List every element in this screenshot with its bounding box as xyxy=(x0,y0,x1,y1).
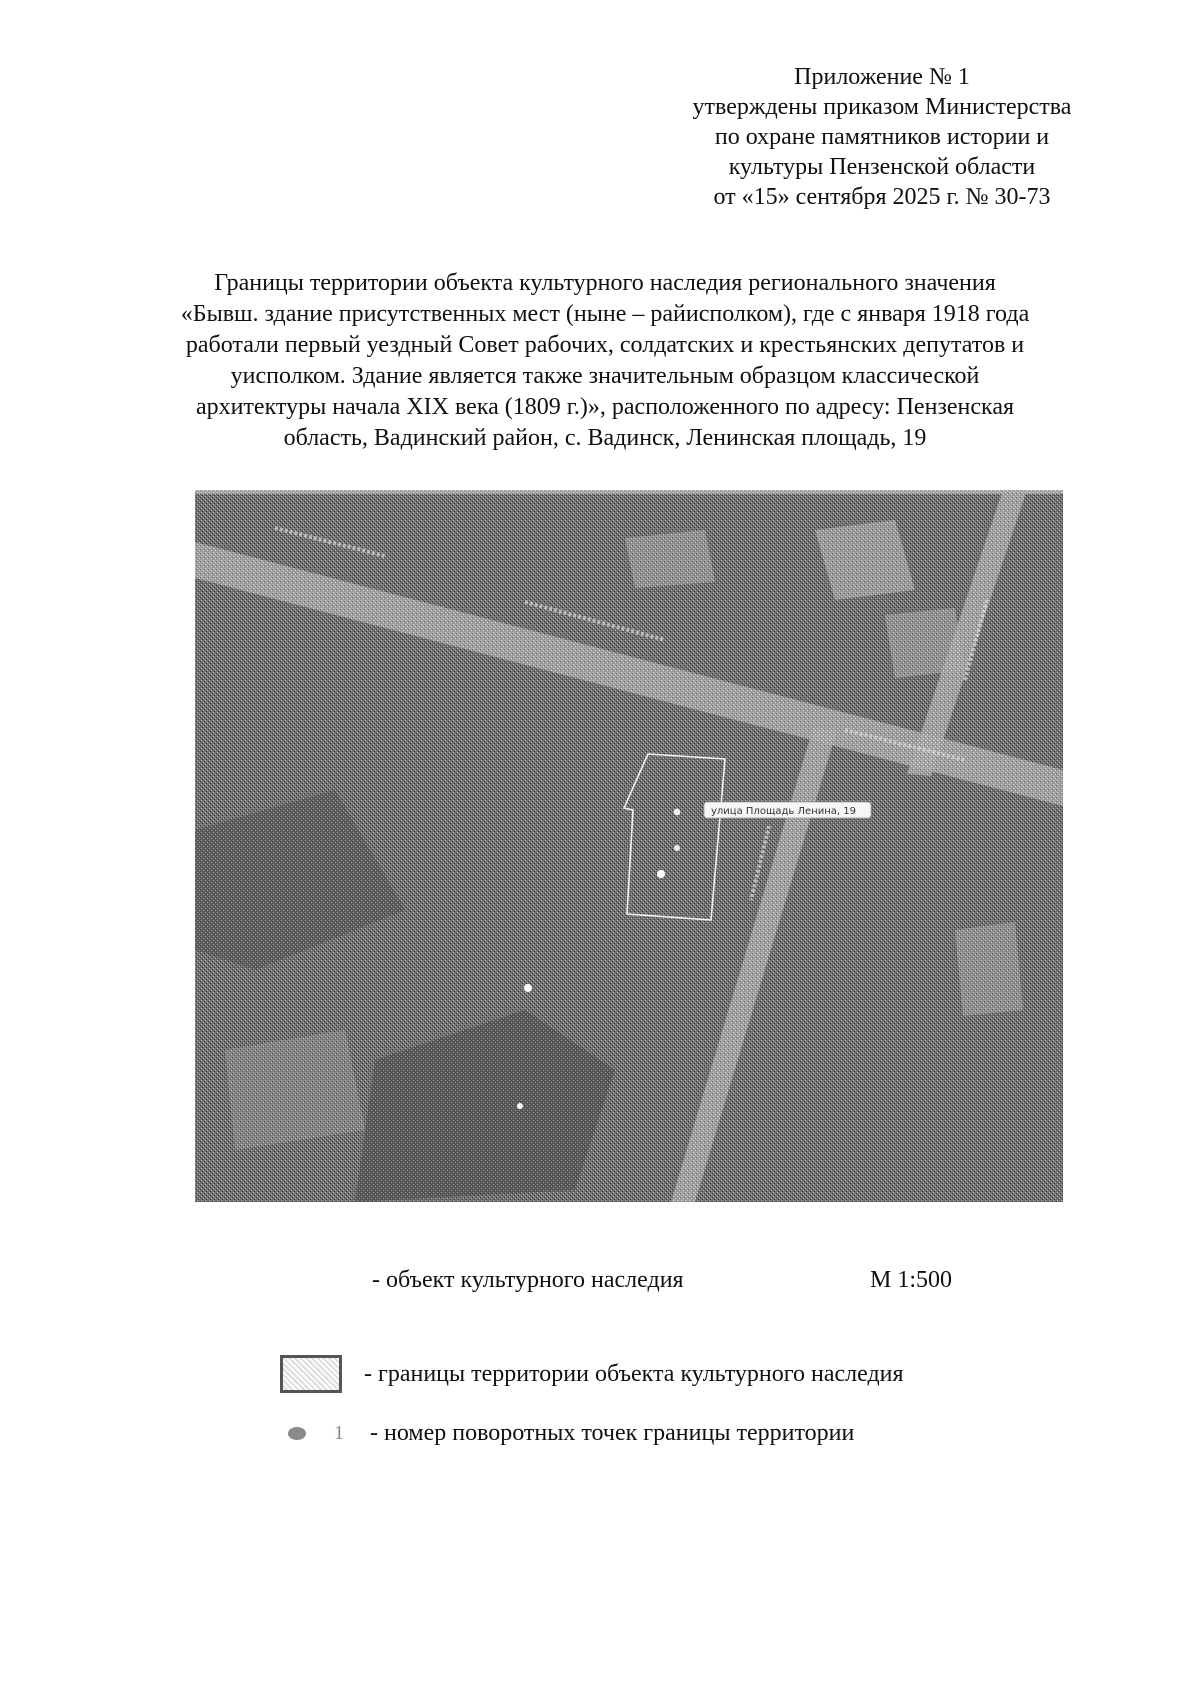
header-line: по охране памятников истории и xyxy=(714,124,1050,150)
title-line: архитектуры начала XIX века (1809 г.)», расположенного по адресу: Пензенская xyxy=(195,394,1015,420)
poi-marker xyxy=(517,1103,523,1109)
approval-header xyxy=(622,62,1142,212)
header-line: культуры Пензенской области xyxy=(728,154,1036,180)
legend-boundary-label: - границы территории объекта культурного наследия xyxy=(364,1360,904,1387)
building-roof xyxy=(955,922,1023,1016)
header-line: от «15» сентября 2025 г. № 30-73 xyxy=(713,184,1051,210)
header-line: Приложение № 1 xyxy=(794,64,970,90)
map-scale: М 1:500 xyxy=(870,1267,953,1293)
title-line: «Бывш. здание присутственных мест (ныне – райисполком), где с января 1918 года xyxy=(180,301,1030,327)
title-line: область, Вадинский район, с. Вадинск, Ленинская площадь, 19 xyxy=(283,425,927,451)
title-line: Границы территории объекта культурного наследия регионального значения xyxy=(214,270,996,296)
point-dot-icon xyxy=(288,1427,306,1440)
document-title xyxy=(90,268,1120,454)
boundary-swatch-icon xyxy=(280,1355,342,1393)
legend-points-label: - номер поворотных точек границы территории xyxy=(370,1419,855,1446)
building-roof xyxy=(625,530,715,588)
legend-object: - объект культурного наследия xyxy=(372,1267,684,1293)
title-line: уисполком. Здание является также значительным образцом классической xyxy=(230,363,980,389)
legend-boundary xyxy=(280,1352,904,1396)
turning-point-marker xyxy=(674,845,680,851)
map-image xyxy=(195,490,1063,1202)
legend-point-number: 1 xyxy=(334,1421,344,1444)
legend-points xyxy=(288,1416,854,1450)
title-line: работали первый уездный Совет рабочих, солдатских и крестьянских депутатов и xyxy=(185,332,1025,358)
header-line: утверждены приказом Министерства xyxy=(692,94,1072,120)
address-label: улица Площадь Ленина, 19 xyxy=(711,806,856,817)
turning-point-marker xyxy=(674,809,681,816)
satellite-map xyxy=(195,490,1063,1202)
poi-marker xyxy=(524,984,532,992)
heritage-object-marker xyxy=(657,870,665,878)
